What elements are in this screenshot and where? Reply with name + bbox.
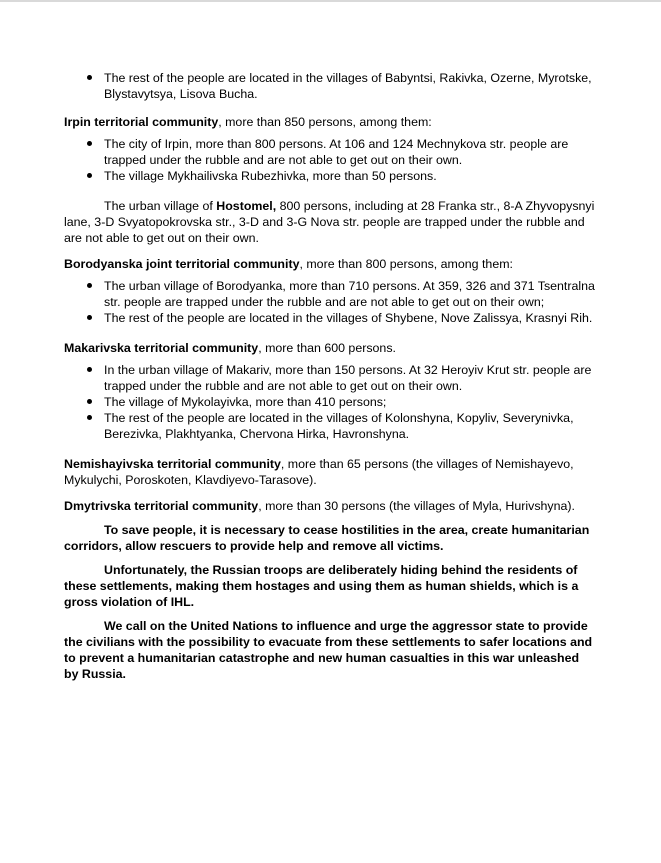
borodyanska-heading: [64, 256, 596, 272]
list-item: The village of Mykolayivka, more than 410 persons;: [64, 394, 596, 410]
dmytrivska-paragraph: [64, 498, 596, 514]
community-name: Dmytrivska territorial community: [64, 499, 259, 513]
list-item: The village Mykhailivska Rubezhivka, more than 50 persons.: [64, 168, 596, 184]
list-item: The city of Irpin, more than 800 persons. At 106 and 124 Mechnykova str. people are trapped under the rubble and are not able to get out on their own.: [64, 136, 596, 168]
list-item: The rest of the people are located in the villages of Babyntsi, Rakivka, Ozerne, Myrotske, Blystavytsya, Lisova Bucha.: [64, 70, 596, 102]
community-name: Nemishayivska territorial community: [64, 457, 281, 471]
list-item: The urban village of Borodyanka, more than 710 persons. At 359, 326 and 371 Tsentralna str. people are trapped under the rubble and are not able to get out on their own;: [64, 278, 596, 310]
appeal-paragraph-3: We call on the United Nations to influence and urge the aggressor state to provide the civilians with the possibility to evacuate from these settlements to safer locations and to prevent a humanitarian catastrophe and new human casualties in this war unleashed by Russia.: [64, 619, 593, 681]
appeal-paragraph-1: To save people, it is necessary to cease hostilities in the area, create humanitarian corridors, allow rescuers to provide help and remove all victims.: [64, 523, 590, 553]
borodyanska-list: [64, 278, 596, 326]
document-page: [64, 70, 596, 682]
makarivska-list: [64, 362, 596, 442]
community-name: Borodyanska joint territorial community: [64, 257, 300, 271]
community-name: Irpin territorial community: [64, 115, 219, 129]
list-item: In the urban village of Makariv, more than 150 persons. At 32 Heroyiv Krut str. people are trapped under the rubble and are not able to get out on their own.: [64, 362, 596, 394]
irpin-list: [64, 136, 596, 184]
list-item: The rest of the people are located in the villages of Kolonshyna, Kopyliv, Severynivka, Berezivka, Plakhtyanka, Chervona Hirka, Havronshyna.: [64, 410, 596, 442]
irpin-heading: [64, 114, 596, 130]
community-detail: , more than 600 persons.: [258, 341, 396, 355]
community-detail: , more than 800 persons, among them:: [299, 257, 513, 271]
nemishayivska-paragraph: [64, 456, 596, 488]
makarivska-heading: [64, 340, 596, 356]
villages-list-top: [64, 70, 596, 102]
hostomel-pre: The urban village of: [104, 199, 217, 213]
page-top-border: [0, 0, 661, 2]
hostomel-paragraph: [64, 198, 596, 246]
list-item: The rest of the people are located in the villages of Shybene, Nove Zalissya, Krasnyi Rih.: [64, 310, 596, 326]
hostomel-name: Hostomel,: [216, 199, 277, 213]
community-name: Makarivska territorial community: [64, 341, 259, 355]
community-detail: , more than 850 persons, among them:: [218, 115, 432, 129]
community-detail: , more than 65 persons (the villages of Nemishayevo, Mykulychi, Poroskoten, Klavdiyevo-Tarasove).: [64, 457, 574, 487]
hostomel-detail: 800 persons, including at 28 Franka str., 8-A Zhyvopysnyi lane, 3-D Svyatopokrovska str., 3-D and 3-G Nova str. people are trapped under the rubble and are not able to get out on their own.: [64, 199, 595, 245]
community-detail: , more than 30 persons (the villages of Myla, Hurivshyna).: [258, 499, 575, 513]
appeal-paragraph-2: Unfortunately, the Russian troops are deliberately hiding behind the residents of these settlements, making them hostages and using them as human shields, which is a gross violation of IHL.: [64, 563, 579, 609]
